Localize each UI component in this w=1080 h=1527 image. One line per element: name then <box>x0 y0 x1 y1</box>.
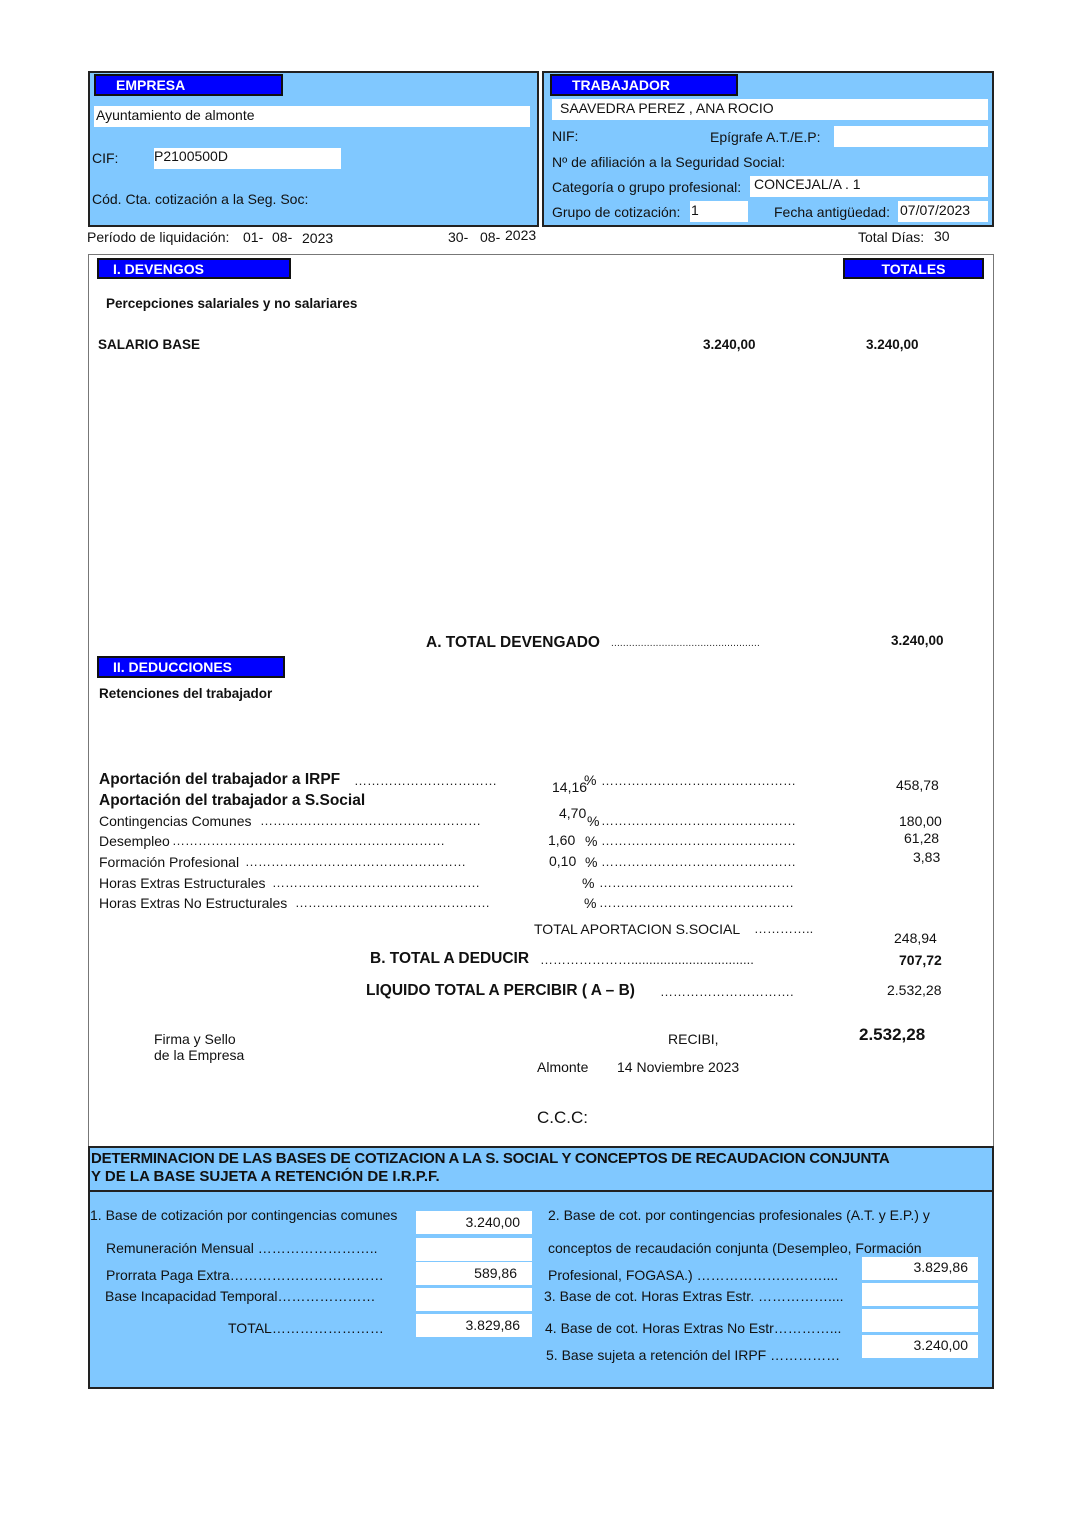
trabajador-name-field[interactable] <box>552 99 988 120</box>
total-devengado-label: A. TOTAL DEVENGADO <box>426 634 600 651</box>
total-ss-value: 248,94 <box>894 930 937 946</box>
ss-row-dots: ……………………………………… <box>295 895 490 910</box>
incapacidad-label: Base Incapacidad Temporal………………… <box>105 1288 376 1304</box>
irpf-dots: …………………………… <box>354 773 497 788</box>
bases-title-line2: Y DE LA BASE SUJETA A RETENCIÓN DE I.R.P.F. <box>91 1168 440 1185</box>
remuneracion-field[interactable] <box>416 1238 532 1261</box>
ss-row-pct-sign: % <box>585 833 598 849</box>
ss-label: Aportación del trabajador a S.Social <box>99 792 366 809</box>
ss-row-right-dots: ……………………………………… <box>601 813 796 828</box>
bases-total-label: TOTAL…………………… <box>228 1320 384 1336</box>
base-cc-value: 3.240,00 <box>465 1214 520 1230</box>
base-cc-field[interactable] <box>416 1211 532 1234</box>
incapacidad-field[interactable] <box>416 1288 532 1311</box>
categoria-field[interactable] <box>750 176 988 197</box>
periodo-label: Período de liquidación: <box>87 229 230 245</box>
total-ss-label: TOTAL APORTACION S.SOCIAL <box>534 921 741 937</box>
ss-row-right-dots: ……………………………………… <box>599 895 794 910</box>
firma-line2: de la Empresa <box>154 1047 245 1063</box>
ss-row-pct-sign: % <box>585 854 598 870</box>
base-cp-line3: Profesional, FOGASA.) ……………………….... <box>548 1267 839 1283</box>
epigrafe-field[interactable] <box>834 126 988 147</box>
devengo-total: 3.240,00 <box>866 337 919 352</box>
liquido-label: LIQUIDO TOTAL A PERCIBIR ( A – B) <box>366 982 635 999</box>
periodo-to-month: 08- <box>480 229 501 245</box>
remuneracion-label: Remuneración Mensual …………………….. <box>106 1240 378 1256</box>
ss-row-right-dots: ……………………………………… <box>601 833 796 848</box>
prorrata-field[interactable] <box>416 1262 532 1285</box>
periodo-from-year: 2023 <box>302 230 334 246</box>
cif-value: P2100500D <box>154 148 228 164</box>
recibi-amount: 2.532,28 <box>859 1025 926 1044</box>
trabajador-name: SAAVEDRA PEREZ , ANA ROCIO <box>560 100 774 116</box>
ss-row-pct-sign: % <box>584 895 597 911</box>
ss-row-dots: ……………………………………………………… <box>172 833 445 848</box>
ccc-label: Cód. Cta. cotización a la Seg. Soc: <box>92 191 309 207</box>
periodo-to-year: 2023 <box>505 227 537 243</box>
irpf-pct: 14,16 <box>552 779 588 795</box>
total-deducir-dots: ………………….................................. <box>540 952 754 967</box>
recibi-label: RECIBI, <box>668 1031 719 1047</box>
total-dias-label: Total Días: <box>858 229 925 245</box>
ss-row-pct-sign: % <box>587 813 600 829</box>
hee-field[interactable] <box>862 1283 978 1306</box>
grupo-value: 1 <box>691 202 699 218</box>
afiliacion-label: Nº de afiliación a la Seguridad Social: <box>552 154 786 170</box>
hene-label: 4. Base de cot. Horas Extras No Estr…………... <box>545 1320 842 1336</box>
ss-row-label: Contingencias Comunes <box>99 813 252 829</box>
ss-row-amount: 180,00 <box>899 813 942 829</box>
ss-row-label: Desempleo <box>99 833 170 849</box>
ss-row-pct: 1,60 <box>548 832 576 848</box>
devengo-amount: 3.240,00 <box>703 337 756 352</box>
antiguedad-value: 07/07/2023 <box>900 202 971 218</box>
total-deducir-value: 707,72 <box>899 952 942 968</box>
cif-label: CIF: <box>92 150 119 166</box>
ss-row-pct: 4,70 <box>559 805 587 821</box>
ss-row-dots: …………………………………………… <box>260 813 481 828</box>
liquido-value: 2.532,28 <box>887 982 942 998</box>
liquido-dots: …………………………. <box>660 984 794 999</box>
base-cp-field[interactable] <box>862 1257 978 1280</box>
ss-row-pct: 0,10 <box>549 853 577 869</box>
ss-row-right-dots: ……………………………………… <box>599 875 794 890</box>
periodo-from-day: 01- <box>243 229 264 245</box>
grupo-field[interactable] <box>690 201 748 222</box>
deducciones-header: II. DEDUCCIONES <box>97 656 285 678</box>
total-devengado-value: 3.240,00 <box>891 633 944 648</box>
total-ss-dots: ………….. <box>754 921 814 936</box>
ss-row-amount: 3,83 <box>913 849 941 865</box>
empresa-name: Ayuntamiento de almonte <box>96 107 255 123</box>
base-cc-label: 1. Base de cotización por contingencias comunes <box>90 1207 398 1223</box>
base-cp-line2: conceptos de recaudación conjunta (Desempleo, Formación <box>548 1240 922 1256</box>
ss-row-pct-sign: % <box>582 875 595 891</box>
base-irpf-field[interactable] <box>862 1335 978 1358</box>
empresa-name-field[interactable] <box>94 106 530 127</box>
totales-header: TOTALES <box>843 258 984 279</box>
irpf-right-dots: ……………………………………… <box>601 773 796 788</box>
base-cp-value: 3.829,86 <box>913 1259 968 1275</box>
ss-row-amount: 61,28 <box>904 830 940 846</box>
ccc-footer: C.C.C: <box>537 1108 588 1127</box>
periodo-from-month: 08- <box>272 229 293 245</box>
periodo-to-day: 30- <box>448 229 469 245</box>
grupo-label: Grupo de cotización: <box>552 204 681 220</box>
prorrata-value: 589,86 <box>474 1265 517 1281</box>
ss-row-right-dots: ……………………………………… <box>601 854 796 869</box>
empresa-header: EMPRESA <box>94 74 283 96</box>
base-irpf-value: 3.240,00 <box>913 1337 968 1353</box>
categoria-value: CONCEJAL/A . 1 <box>754 176 861 192</box>
deducciones-subtitle: Retenciones del trabajador <box>99 686 273 701</box>
firma-line1: Firma y Sello <box>154 1031 236 1047</box>
irpf-label: Aportación del trabajador a IRPF <box>99 771 341 788</box>
hee-label: 3. Base de cot. Horas Extras Estr. …………….... <box>544 1288 844 1304</box>
antiguedad-field[interactable] <box>898 201 988 222</box>
irpf-pct-sign: % <box>584 772 597 788</box>
ss-row-dots: …………………………………………… <box>245 854 466 869</box>
trabajador-header: TRABAJADOR <box>550 74 738 96</box>
irpf-amount: 458,78 <box>896 777 939 793</box>
hene-field[interactable] <box>862 1309 978 1332</box>
bases-title-line1: DETERMINACION DE LAS BASES DE COTIZACION A LA S. SOCIAL Y CONCEPTOS DE RECAUDACION CONJUNTA <box>91 1150 890 1167</box>
antiguedad-label: Fecha antigüedad: <box>774 204 890 220</box>
nif-label: NIF: <box>552 128 579 144</box>
base-irpf-label: 5. Base sujeta a retención del IRPF …………… <box>546 1347 841 1363</box>
prorrata-label: Prorrata Paga Extra…………………………… <box>106 1267 384 1283</box>
firma-date: 14 Noviembre 2023 <box>617 1059 740 1075</box>
epigrafe-label: Epígrafe A.T./E.P: <box>710 129 821 145</box>
total-deducir-label: B. TOTAL A DEDUCIR <box>370 950 530 967</box>
devengo-concept: SALARIO BASE <box>98 337 201 352</box>
total-dias-value: 30 <box>934 228 950 244</box>
devengos-subtitle: Percepciones salariales y no salariares <box>106 296 358 311</box>
ss-row-dots: ………………………………………… <box>272 875 480 890</box>
cif-field[interactable] <box>154 148 341 169</box>
total-devengado-dots: .................................................. <box>611 638 760 649</box>
ss-row-label: Formación Profesional <box>99 854 240 870</box>
categoria-label: Categoría o grupo profesional: <box>552 179 742 195</box>
bases-total-value: 3.829,86 <box>465 1317 520 1333</box>
firma-place: Almonte <box>537 1059 589 1075</box>
bases-total-field[interactable] <box>416 1314 532 1337</box>
devengos-header: I. DEVENGOS <box>97 258 291 279</box>
base-cp-line1: 2. Base de cot. por contingencias profesionales (A.T. y E.P.) y <box>548 1207 930 1223</box>
ss-row-label: Horas Extras No Estructurales <box>99 895 288 911</box>
ss-row-label: Horas Extras Estructurales <box>99 875 266 891</box>
